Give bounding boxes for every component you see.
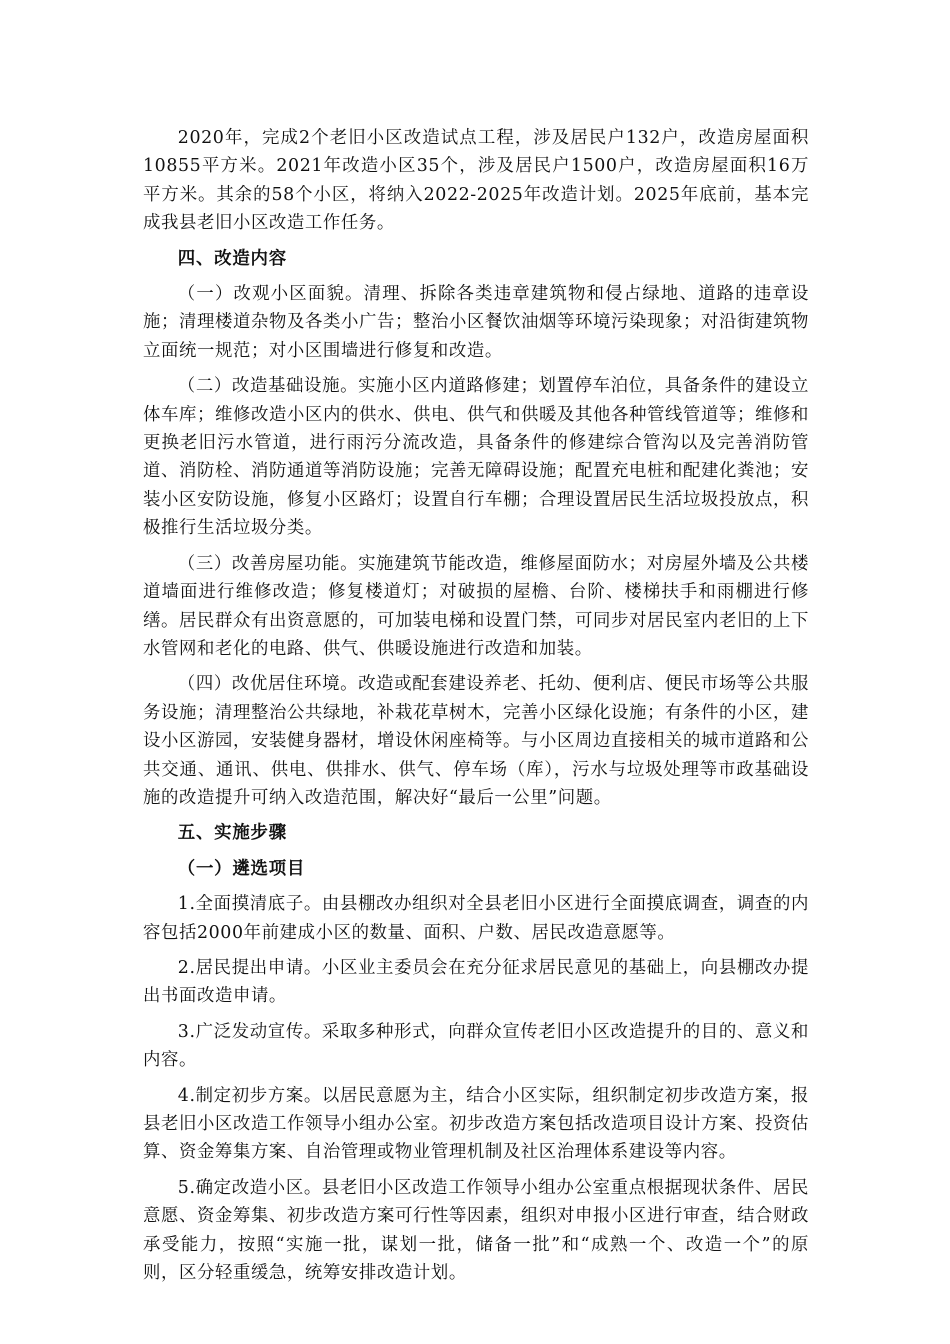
paragraph-item-4: （四）改优居住环境。改造或配套建设养老、托幼、便利店、便民市场等公共服务设施；清理整治公共绿地，补栽花草树木，完善小区绿化设施；有条件的小区，建设小区游园，安装健身器材，增设休闲座椅等。与小区周边直接相关的城市道路和公共交通、通讯、供电、供排水、供气、停车场（库），污水与垃圾处理等市政基础设施的改造提升可纳入改造范围，解决好“最后一公里”问题。 bbox=[143, 674, 809, 808]
step-4: 4.制定初步方案。以居民意愿为主，结合小区实际，组织制定初步改造方案，报县老旧小区改造工作领导小组办公室。初步改造方案包括改造项目设计方案、投资估算、资金筹集方案、自治管理或物业管理机制及社区治理体系建设等内容。 bbox=[143, 1085, 809, 1163]
step-3: 3.广泛发动宣传。采取多种形式，向群众宣传老旧小区改造提升的目的、意义和内容。 bbox=[143, 1021, 809, 1071]
paragraph-item-3: （三）改善房屋功能。实施建筑节能改造，维修屋面防水；对房屋外墙及公共楼道墙面进行维修改造；修复楼道灯；对破损的屋檐、台阶、楼梯扶手和雨棚进行修缮。居民群众有出资意愿的，可加装电梯和设置门禁，可同步对居民室内老旧的上下水管网和老化的电路、供气、供暖设施进行改造和加装。 bbox=[143, 553, 809, 659]
section-heading-4: 四、改造内容 bbox=[177, 248, 287, 269]
step-1: 1.全面摸清底子。由县棚改办组织对全县老旧小区进行全面摸底调查，调查的内容包括2000年前建成小区的数量、面积、户数、居民改造意愿等。 bbox=[143, 894, 809, 943]
paragraph-item-2: （二）改造基础设施。实施小区内道路修建；划置停车泊位，具备条件的建设立体车库；维修改造小区内的供水、供电、供气和供暖及其他各种管线管道等；维修和更换老旧污水管道，进行雨污分流改造，具备条件的修建综合管沟以及完善消防管道、消防栓、消防通道等消防设施；完善无障碍设施；配置充电桩和配建化粪池；安装小区安防设施，修复小区路灯；设置自行车棚；合理设置居民生活垃圾投放点，积极推行生活垃圾分类。 bbox=[143, 376, 809, 539]
section-heading-5: 五、实施步骤 bbox=[177, 823, 287, 844]
step-2: 2.居民提出申请。小区业主委员会在充分征求居民意见的基础上，向县棚改办提出书面改造申请。 bbox=[143, 957, 809, 1007]
subsection-heading-1: （一）遴选项目 bbox=[177, 858, 306, 879]
document-body bbox=[143, 124, 809, 1294]
paragraph-item-1: （一）改观小区面貌。清理、拆除各类违章建筑物和侵占绿地、道路的违章设施；清理楼道杂物及各类小广告；整治小区餐饮油烟等环境污染现象；对沿街建筑物立面统一规范；对小区围墙进行修复和改造。 bbox=[143, 284, 809, 361]
paragraph-intro: 2020年，完成2个老旧小区改造试点工程，涉及居民户132户，改造房屋面积10855平方米。2021年改造小区35个，涉及居民户1500户，改造房屋面积16万平方米。其余的58个小区，将纳入2022-2025年改造计划。2025年底前，基本完成我县老旧小区改造工作任务。 bbox=[143, 128, 809, 234]
step-5: 5.确定改造小区。县老旧小区改造工作领导小组办公室重点根据现状条件、居民意愿、资金筹集、初步改造方案可行性等因素，组织对申报小区进行审查，结合财政承受能力，按照“实施一批，谋划一批，储备一批”和“成熟一个、改造一个”的原则，区分轻重缓急，统筹安排改造计划。 bbox=[143, 1177, 809, 1284]
